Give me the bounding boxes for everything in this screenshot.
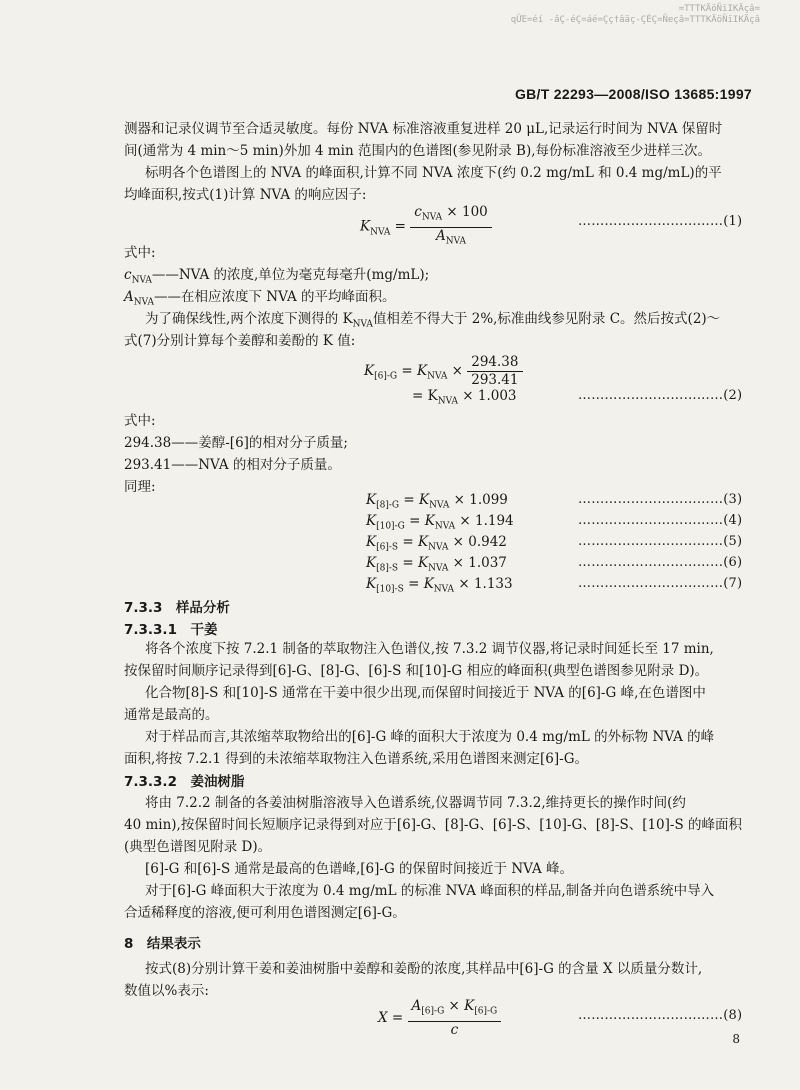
equation-number-8: ……………………………(8) xyxy=(578,1008,743,1023)
text-line: 式中: xyxy=(124,245,156,261)
definition-c: $c_{NVA}——NVA$ 的浓度,单位为毫克每毫升(mg/mL); xyxy=(124,267,430,286)
text-line: 化合物[8]-S 和[10]-S 通常在干姜中很少出现,而保留时间接近于 NVA 的[6]-G 峰,在色谱图中 xyxy=(145,685,706,701)
text-line: 间(通常为 4 min～5 min)外加 4 min 范围内的色谱图(参见附录 B),每份标准溶液至少进样三次。 xyxy=(124,143,712,159)
equation-2: $K_{[6]-G} = K_{NVA}$ × $\frac{294.38}{293.41}$ xyxy=(364,354,523,389)
equation-number-2: ……………………………(2) xyxy=(578,388,743,403)
text-line: 将由 7.2.2 制备的各姜油树脂溶液导入色谱系统,仪器调节同 7.3.2,维持更长的操作时间(约 xyxy=(145,795,686,811)
text-line: 面积,将按 7.2.1 得到的未浓缩萃取物注入色谱系统,采用色谱图来测定[6]-G。 xyxy=(124,751,588,767)
equation-5: $K_{[6]-S} = K_{NVA} \times 0.942$ xyxy=(366,534,507,553)
section-heading-7-3-3-2: 7.3.3.2 姜油树脂 xyxy=(124,774,245,790)
text-line: 按式(8)分别计算干姜和姜油树脂中姜醇和姜酚的浓度,其样品中[6]-G 的含量 X 以质量分数计, xyxy=(145,961,703,977)
page-number: 8 xyxy=(732,1032,740,1046)
header-garbled-text: =ΤΤΤΚÄöÑïΙΚÄçâ= qÜΈ=éí -âÇ-éÇ=áé=Çç†âäç-ÇÉÇ=Ñeçâ=ΤΤΤΚÄöÑïΙΚÄçâ xyxy=(510,4,760,25)
text-line: (典型色谱图见附录 D)。 xyxy=(124,839,272,855)
equation-1: $K_{NVA}$ = $\frac{c_{NVA} \times 100}{A_{NVA}}$ xyxy=(360,204,492,250)
text-line: 将各个浓度下按 7.2.1 制备的萃取物注入色谱仪,按 7.3.2 调节仪器,将记录时间延长至 17 min, xyxy=(145,641,714,657)
text-line: 通常是最高的。 xyxy=(124,707,219,723)
section-heading-7-3-3-1: 7.3.3.1 干姜 xyxy=(124,622,218,638)
standard-number: GB/T 22293—2008/ISO 13685:1997 xyxy=(514,86,752,102)
equation-number-7: ……………………………(7) xyxy=(578,576,743,591)
equation-number-4: ……………………………(4) xyxy=(578,513,743,528)
text-line: 同理: xyxy=(124,479,156,495)
equation-number-1: ……………………………(1) xyxy=(578,214,743,229)
section-heading-7-3-3: 7.3.3 样品分析 xyxy=(124,600,230,616)
text-line: 合适稀释度的溶液,便可利用色谱图测定[6]-G。 xyxy=(124,905,406,921)
equation-number-5: ……………………………(5) xyxy=(578,534,743,549)
equation-7: $K_{[10]-S} = K_{NVA} \times 1.133$ xyxy=(366,576,513,595)
text-line: [6]-G 和[6]-S 通常是最高的色谱峰,[6]-G 的保留时间接近于 NVA 峰。 xyxy=(145,861,574,877)
equation-number-6: ……………………………(6) xyxy=(578,555,743,570)
text-line: 293.41——NVA 的相对分子质量。 xyxy=(124,457,341,473)
definition-a: $A_{NVA}——$在相应浓度下 NVA 的平均峰面积。 xyxy=(124,289,396,308)
text-line: 对于样品而言,其浓缩萃取物给出的[6]-G 峰的面积大于浓度为 0.4 mg/mL 的外标物 NVA 的峰 xyxy=(145,729,715,745)
text-line: 为了确保线性,两个浓度下测得的 $K_{NVA}$值相差不得大于 2%,标准曲线参见附录 C。然后按式(2)～ xyxy=(145,311,721,330)
text-line: 40 min),按保留时间长短顺序记录得到对应于[6]-G、[8]-G、[6]-S、[10]-G、[8]-S、[10]-S 的峰面积 xyxy=(124,817,743,833)
text-line: 对于[6]-G 峰面积大于浓度为 0.4 mg/mL 的标准 NVA 峰面积的样品,制备并向色谱系统中导入 xyxy=(145,883,715,899)
equation-3: $K_{[8]-G} = K_{NVA} \times 1.099$ xyxy=(366,492,508,511)
text-line: 标明各个色谱图上的 NVA 的峰面积,计算不同 NVA 浓度下(约 0.2 mg/mL 和 0.4 mg/mL)的平 xyxy=(145,165,722,181)
equation-8: X = $\frac{A_{[6]-G} \times K_{[6]-G}}{c}$ xyxy=(378,998,501,1039)
text-line: 测器和记录仪调节至合适灵敏度。每份 NVA 标准溶液重复进样 20 μL,记录运行时间为 NVA 保留时 xyxy=(124,121,723,137)
equation-6: $K_{[8]-S} = K_{NVA} \times 1.037$ xyxy=(366,555,507,574)
text-line: 式中: xyxy=(124,413,156,429)
text-line: 均峰面积,按式(1)计算 NVA 的响应因子: xyxy=(124,187,367,203)
equation-4: $K_{[10]-G} = K_{NVA} \times 1.194$ xyxy=(366,513,514,532)
text-line: 数值以%表示: xyxy=(124,983,209,999)
equation-number-3: ……………………………(3) xyxy=(578,492,743,507)
text-line: 按保留时间顺序记录得到[6]-G、[8]-G、[6]-S 和[10]-G 相应的峰面积(典型色谱图参见附录 D)。 xyxy=(124,663,709,679)
equation-2-line-2: = $K_{NVA} \times 1.003$ xyxy=(412,388,517,407)
text-line: 式(7)分别计算每个姜醇和姜酚的 K 值: xyxy=(124,333,356,349)
section-heading-8: 8 结果表示 xyxy=(124,936,201,952)
text-line: 294.38——姜醇-[6]的相对分子质量; xyxy=(124,435,348,451)
